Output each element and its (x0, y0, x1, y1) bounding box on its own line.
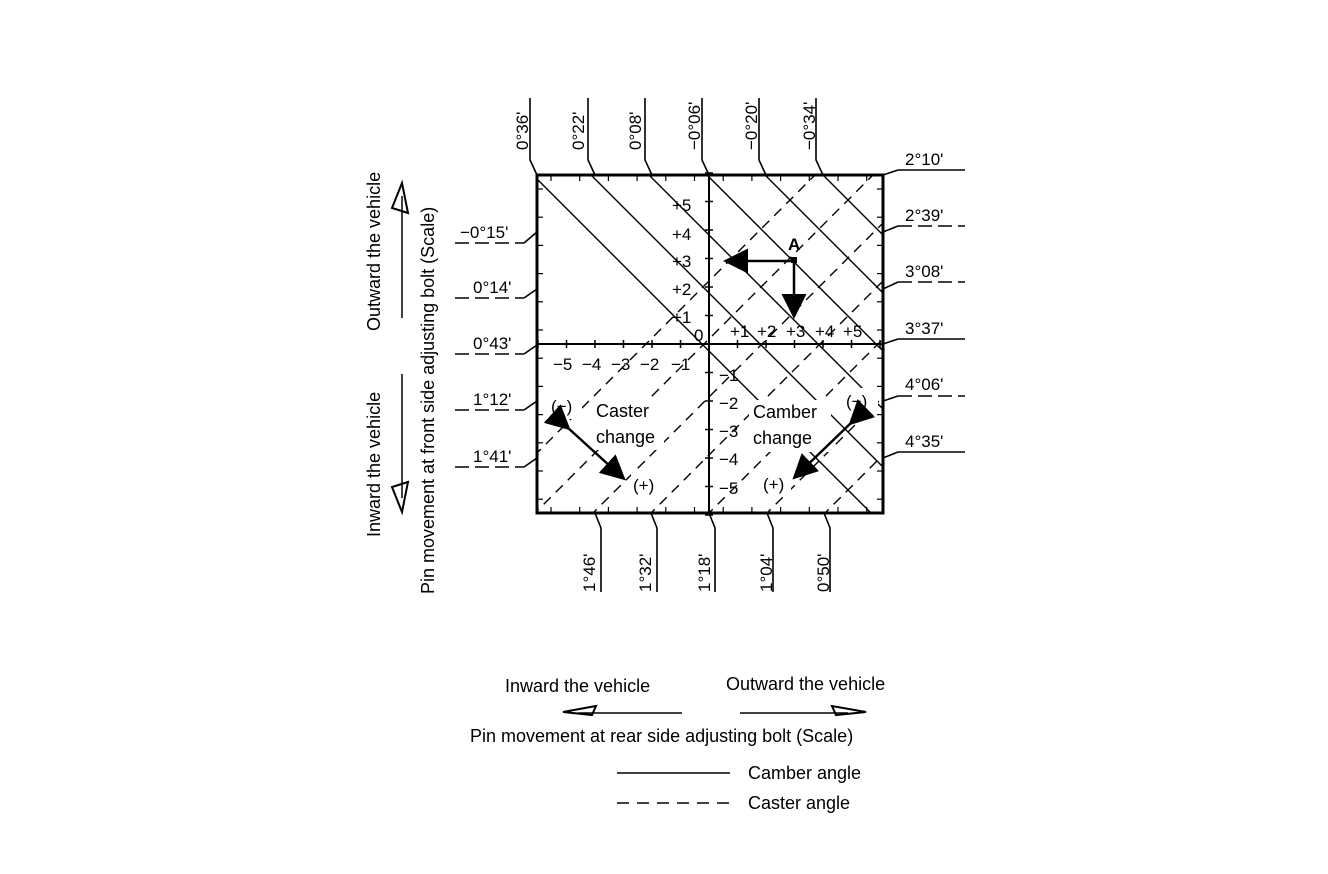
bottom-angle-label: 1°04' (757, 553, 776, 592)
left-angle-label: 1°41' (473, 447, 512, 466)
x-tick-label: −2 (640, 355, 660, 374)
y-tick-label: −2 (719, 394, 739, 413)
bottom-angle-label: 0°50' (814, 553, 833, 592)
front-inward-label: Inward the vehicle (364, 391, 384, 537)
caster-plus-label: (+) (633, 476, 655, 495)
left-leader-line (524, 458, 537, 467)
bottom-angle-label: 1°46' (580, 553, 599, 592)
y-tick-label: −1 (719, 366, 739, 385)
rear-scale-caption: Pin movement at rear side adjusting bolt (Scale) (470, 726, 854, 746)
x-tick-label: +4 (815, 322, 835, 341)
y-tick-label: +4 (672, 225, 692, 244)
left-leader-line (524, 345, 537, 354)
right-angle-label: 3°37' (905, 319, 944, 338)
top-angle-label: −0°34' (800, 101, 819, 150)
caster-change-label: Caster (596, 401, 650, 421)
x-tick-label: +2 (757, 322, 777, 341)
x-tick-label: +1 (730, 322, 750, 341)
camber-line (423, 0, 1323, 675)
y-tick-label: +5 (672, 196, 692, 215)
rear-outward-label: Outward the vehicle (726, 674, 886, 694)
camber-plus-label: (+) (763, 475, 785, 494)
right-angle-label: 4°06' (905, 375, 944, 394)
y-tick-label: +2 (672, 280, 692, 299)
right-leader-line (883, 226, 898, 232)
left-leader-line (524, 289, 537, 298)
camber-change-label: change (753, 428, 813, 448)
right-leader-line (883, 170, 898, 175)
left-leader-line (524, 232, 537, 243)
x-tick-label: −4 (582, 355, 602, 374)
right-leader-line (883, 339, 898, 344)
right-angle-label: 4°35' (905, 432, 944, 451)
top-angle-label: 0°08' (626, 111, 645, 150)
left-angle-label: 0°43' (473, 334, 512, 353)
caster-minus-label: (−) (551, 397, 573, 416)
x-tick-label: −3 (611, 355, 631, 374)
top-leader-line (645, 98, 652, 175)
y-tick-label: −5 (719, 479, 739, 498)
left-leader-line (524, 401, 537, 410)
x-tick-label: +3 (786, 322, 806, 341)
y-tick-label: −4 (719, 450, 739, 469)
right-leader-line (883, 396, 898, 401)
left-angle-label: 1°12' (473, 390, 512, 409)
bottom-angle-label: 1°18' (695, 553, 714, 592)
right-angle-label: 3°08' (905, 262, 944, 281)
y-tick-label: +3 (672, 252, 692, 271)
right-angle-label: 2°39' (905, 206, 944, 225)
front-scale-caption: Pin movement at front side adjusting bolt (Scale) (418, 206, 438, 594)
right-angle-label: 2°10' (905, 150, 944, 169)
top-angle-label: −0°20' (742, 101, 761, 150)
y-tick-label: +1 (672, 308, 692, 327)
x-tick-label: −1 (671, 355, 691, 374)
y-tick-label: −3 (719, 422, 739, 441)
front-inward-arrow-icon (392, 482, 408, 512)
rear-inward-label: Inward the vehicle (505, 676, 651, 696)
caster-change-label: change (596, 427, 656, 447)
legend-camber-label: Camber angle (748, 763, 862, 783)
point-a-label: A (788, 235, 801, 254)
x-tick-label: +5 (843, 322, 863, 341)
right-leader-line (883, 452, 898, 458)
top-angle-label: −0°06' (685, 101, 704, 150)
origin-label: 0 (694, 326, 704, 345)
top-angle-label: 0°36' (513, 111, 532, 150)
left-angle-label: 0°14' (473, 278, 512, 297)
front-outward-arrow-icon (392, 183, 408, 213)
left-angle-label: −0°15' (460, 223, 509, 242)
bottom-angle-label: 1°32' (636, 553, 655, 592)
right-leader-line (883, 282, 898, 289)
camber-minus-label: (−) (846, 392, 868, 411)
front-outward-label: Outward the vehicle (364, 171, 384, 331)
camber-change-label: Camber (753, 402, 818, 422)
x-tick-label: −5 (553, 355, 573, 374)
legend-caster-label: Caster angle (748, 793, 851, 813)
top-leader-line (588, 98, 595, 175)
top-angle-label: 0°22' (569, 111, 588, 150)
